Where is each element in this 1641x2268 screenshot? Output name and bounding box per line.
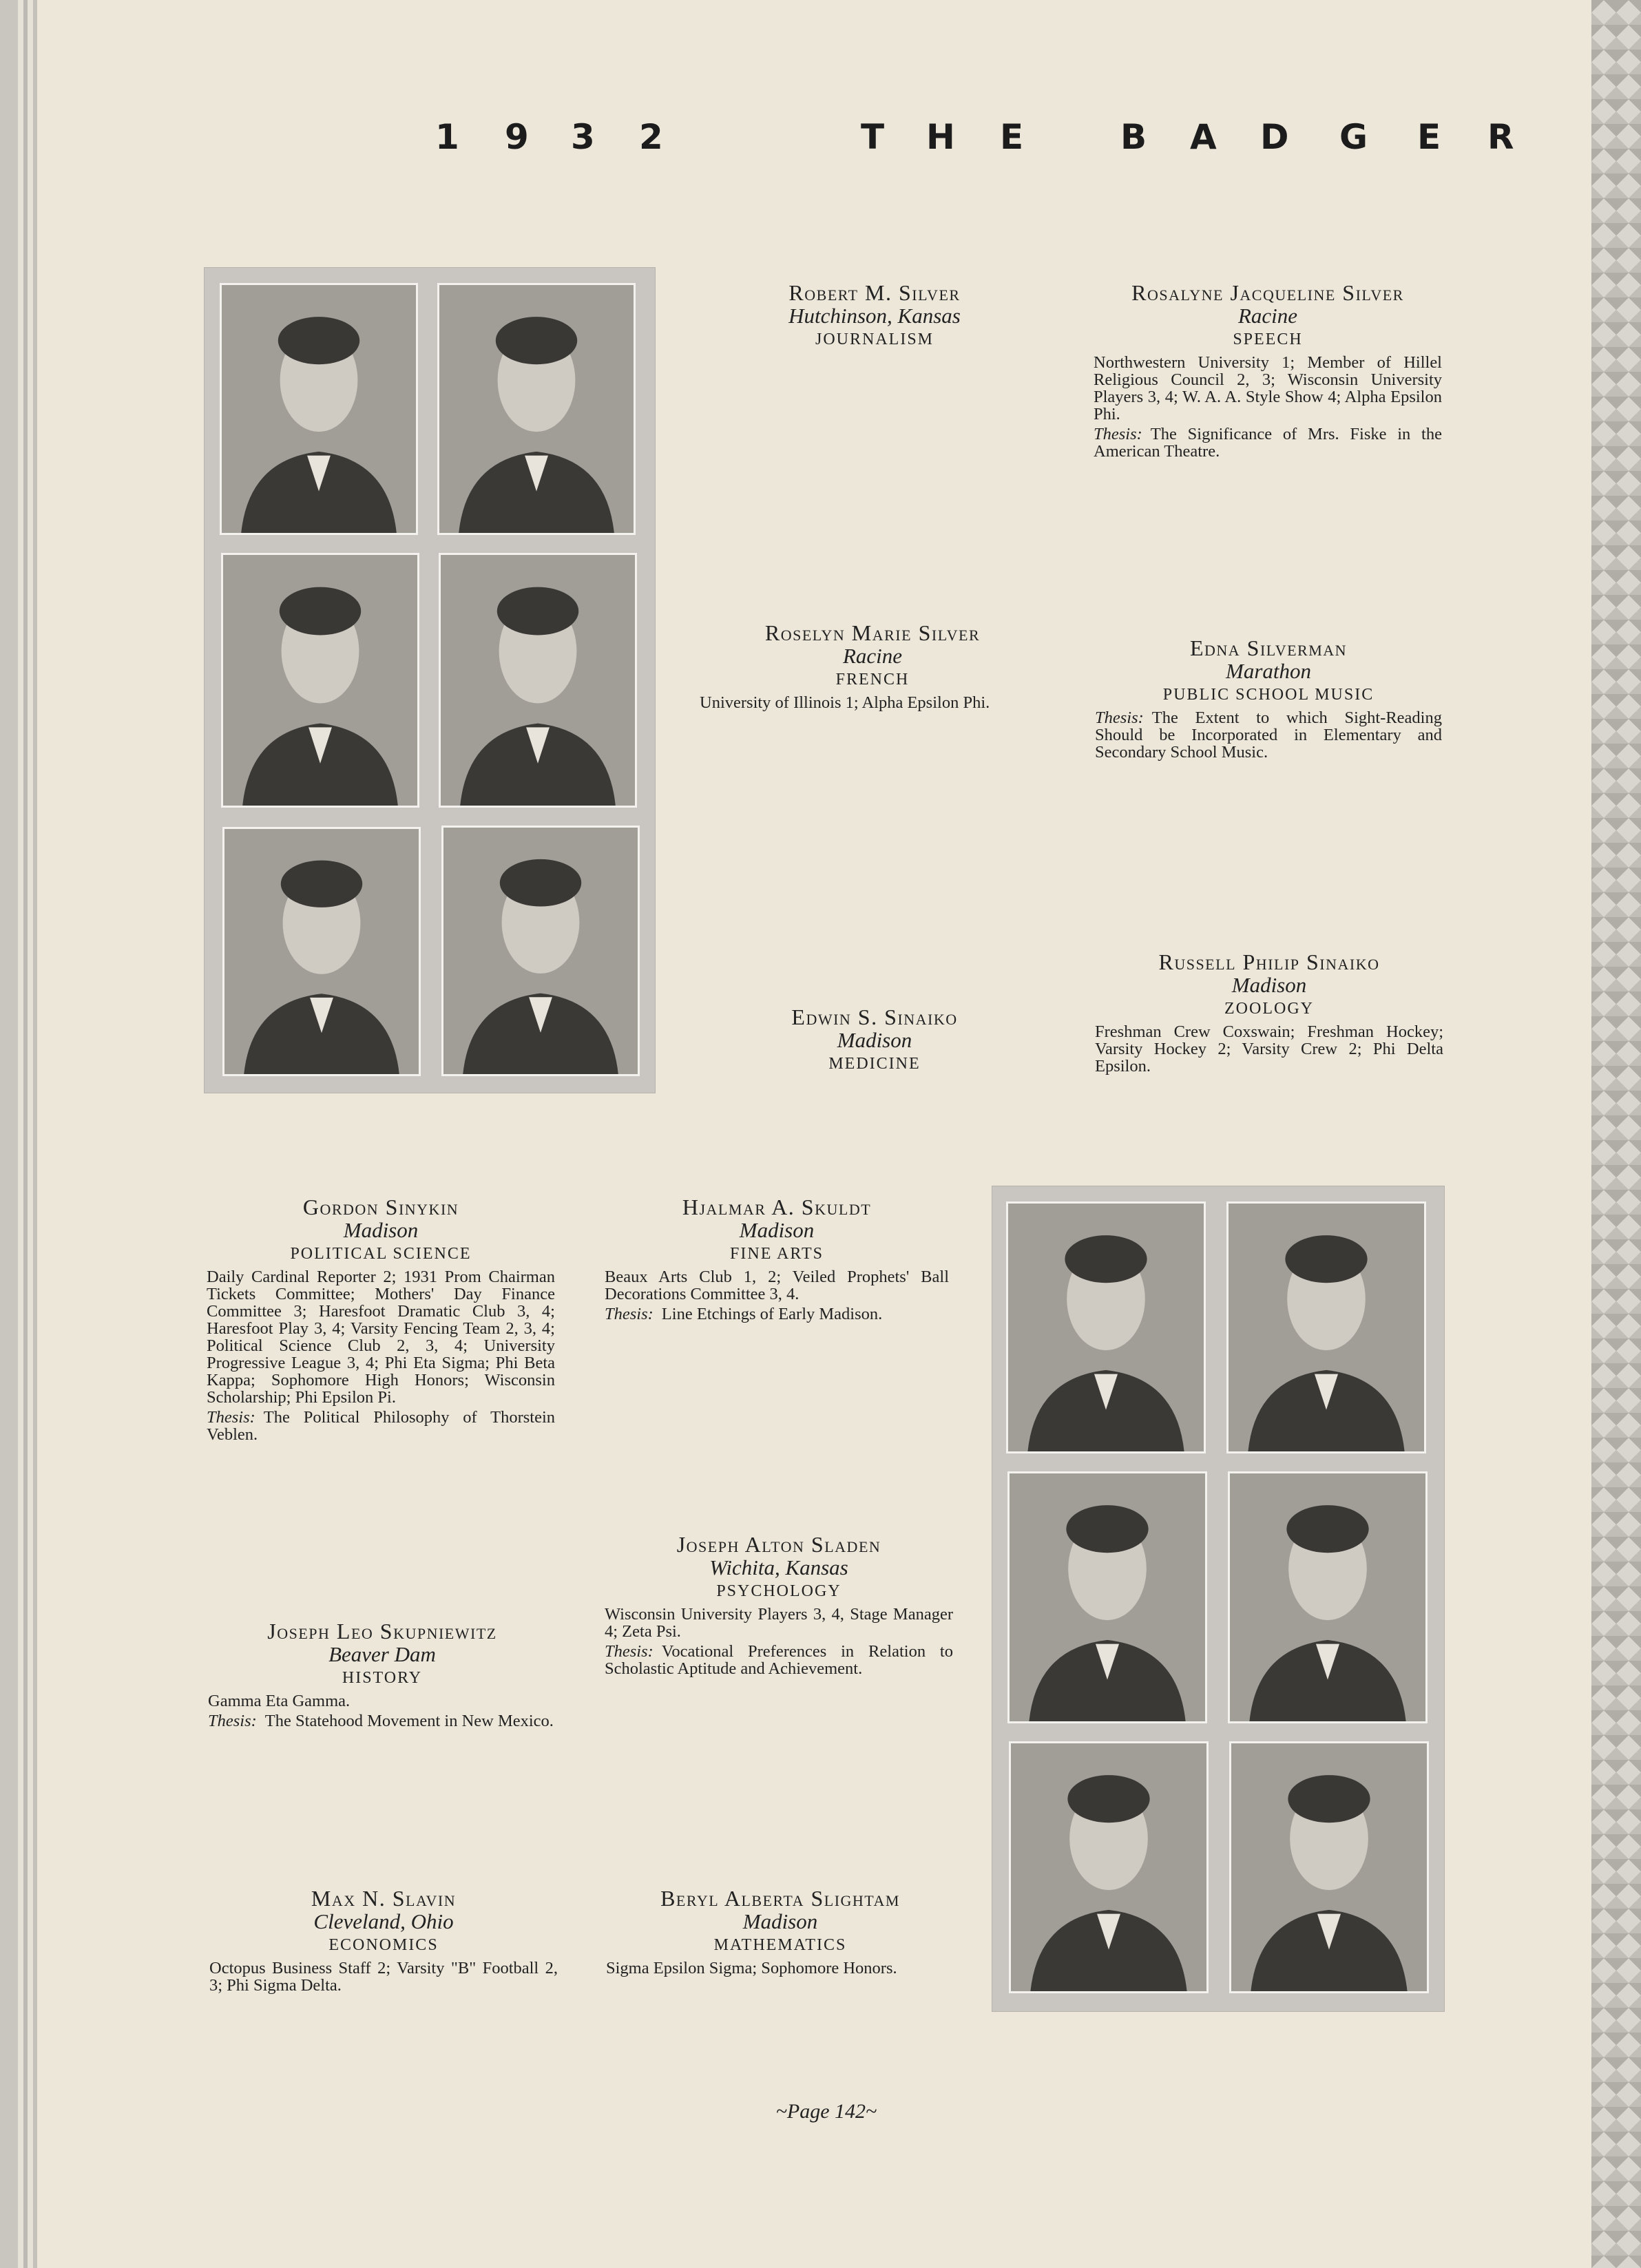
student-entry: [605, 1533, 953, 1677]
student-activities: Freshman Crew Coxswain; Freshman Hockey; Varsity Hockey 2; Varsity Crew 2; Phi Delta Epsilon.: [1095, 1022, 1443, 1075]
thesis-title: Line Etchings of Early Madison.: [661, 1305, 883, 1323]
student-major: ECONOMICS: [328, 1936, 439, 1954]
thesis-label: Thesis:: [605, 1642, 654, 1661]
portrait-photo: [437, 283, 636, 535]
portrait-photo: [1226, 1201, 1426, 1453]
year-digit: 2: [639, 117, 663, 157]
portrait-photo: [220, 283, 418, 535]
student-entry: [700, 621, 1045, 711]
student-hometown: Wichita, Kansas: [709, 1555, 848, 1579]
photo-panel: [204, 267, 656, 1093]
portrait-photo: [222, 827, 421, 1076]
student-hometown: Cleveland, Ohio: [313, 1909, 454, 1933]
student-activities: Daily Cardinal Reporter 2; 1931 Prom Chairman Tickets Committee; Mothers' Day Finance Committee 3; Haresfoot Dramatic Club 3, 4; Haresfoot Play 3, 4; Varsity Fencing Team 2, 3, 4; Political Science Club 2, 3, 4; University Progressive League 3, 4; Phi Eta Sigma; Phi Beta Kappa; Sophomore High Honors; Wisconsin Scholarship; Phi Epsilon Pi.: [207, 1268, 555, 1407]
student-activities: Gamma Eta Gamma.: [208, 1692, 351, 1710]
student-major: PSYCHOLOGY: [716, 1582, 842, 1600]
student-major: FINE ARTS: [730, 1245, 824, 1263]
student-hometown: Madison: [739, 1218, 815, 1242]
student-entry: [209, 1887, 558, 1994]
student-hometown: Beaver Dam: [328, 1642, 436, 1666]
student-name: Joseph Leo Skupniewitz: [267, 1619, 497, 1644]
portrait-photo: [441, 826, 640, 1076]
student-thesis: [208, 1712, 556, 1730]
title-letter: A: [1190, 117, 1217, 157]
title-letter: R: [1487, 117, 1514, 157]
student-entry: [1094, 281, 1442, 460]
title-letter: E: [1000, 117, 1024, 157]
student-hometown: Racine: [842, 644, 903, 668]
student-entry: [606, 1887, 954, 1977]
portrait-photo: [221, 553, 419, 808]
student-entry: [207, 1195, 555, 1443]
thesis-label: Thesis:: [1094, 425, 1142, 443]
student-major: FRENCH: [835, 671, 910, 689]
student-name: Rosalyne Jacqueline Silver: [1131, 280, 1404, 305]
title-letter: E: [1417, 117, 1441, 157]
right-ornamental-border: [1591, 0, 1641, 2268]
title-letter: H: [926, 117, 955, 157]
student-hometown: Marathon: [1226, 659, 1311, 683]
thesis-title: The Significance of Mrs. Fiske in the American Theatre.: [1094, 425, 1442, 461]
portrait-photo: [1229, 1741, 1429, 1993]
portrait-photo: [439, 553, 637, 808]
page-number: ~Page 142~: [775, 2100, 877, 2123]
student-name: Russell Philip Sinaiko: [1158, 949, 1380, 974]
student-major: JOURNALISM: [815, 330, 934, 348]
student-hometown: Madison: [837, 1028, 912, 1052]
student-major: ZOOLOGY: [1224, 1000, 1314, 1018]
thesis-label: Thesis:: [1095, 708, 1144, 727]
student-thesis: [1095, 709, 1442, 761]
portrait-photo: [1007, 1471, 1207, 1723]
student-hometown: Racine: [1237, 304, 1298, 328]
student-activities: Sigma Epsilon Sigma; Sophomore Honors.: [606, 1959, 897, 1977]
student-entry: [702, 1005, 1047, 1075]
title-letter: B: [1120, 117, 1147, 157]
year-digit: 9: [505, 117, 529, 157]
student-entry: [1095, 636, 1442, 761]
student-hometown: Hutchinson, Kansas: [788, 304, 961, 328]
portrait-photo: [1006, 1201, 1206, 1453]
title-letter: D: [1260, 117, 1289, 157]
student-major: POLITICAL SCIENCE: [290, 1245, 472, 1263]
student-hometown: Madison: [1231, 973, 1307, 997]
thesis-title: Vocational Preferences in Relation to Scholastic Aptitude and Achievement.: [605, 1642, 953, 1678]
thesis-title: The Political Philosophy of Thorstein Veblen.: [207, 1408, 555, 1444]
student-activities: Northwestern University 1; Member of Hillel Religious Council 2, 3; Wisconsin University Players 3, 4; W. A. A. Style Show 4; Alpha Epsilon Phi.: [1094, 353, 1442, 423]
student-hometown: Madison: [343, 1218, 419, 1242]
thesis-label: Thesis:: [605, 1305, 654, 1323]
student-thesis: [605, 1305, 949, 1323]
left-ornamental-border: [0, 0, 54, 2268]
photo-panel: [992, 1186, 1445, 2012]
student-major: MATHEMATICS: [713, 1936, 847, 1954]
student-name: Max N. Slavin: [311, 1886, 457, 1911]
title-letter: T: [861, 117, 885, 157]
thesis-label: Thesis:: [207, 1408, 255, 1427]
student-thesis: [207, 1409, 555, 1443]
portrait-photo: [1228, 1471, 1428, 1723]
title-letter: G: [1339, 117, 1368, 157]
portrait-photo: [1009, 1741, 1209, 1993]
student-major: HISTORY: [342, 1669, 423, 1687]
thesis-title: The Extent to which Sight-Reading Should be Incorporated in Elementary and Secondary School Music.: [1095, 708, 1442, 762]
student-entry: [702, 281, 1047, 351]
student-major: MEDICINE: [828, 1055, 921, 1073]
year-digit: 3: [571, 117, 595, 157]
thesis-title: The Statehood Movement in New Mexico.: [264, 1712, 554, 1730]
student-name: Edwin S. Sinaiko: [791, 1005, 958, 1029]
student-entry: [1095, 950, 1443, 1075]
thesis-label: Thesis:: [208, 1712, 257, 1730]
student-name: Gordon Sinykin: [302, 1195, 459, 1219]
student-major: PUBLIC SCHOOL MUSIC: [1162, 686, 1375, 704]
student-entry: [605, 1195, 949, 1323]
year-digit: 1: [435, 117, 459, 157]
student-name: Hjalmar A. Skuldt: [682, 1195, 872, 1219]
student-activities: Octopus Business Staff 2; Varsity "B" Football 2, 3; Phi Sigma Delta.: [209, 1959, 558, 1995]
student-hometown: Madison: [742, 1909, 818, 1933]
student-name: Joseph Alton Sladen: [676, 1532, 881, 1557]
student-name: Beryl Alberta Slightam: [660, 1886, 900, 1911]
student-name: Robert M. Silver: [788, 280, 961, 305]
student-name: Roselyn Marie Silver: [764, 620, 981, 645]
student-activities: University of Illinois 1; Alpha Epsilon Phi.: [700, 693, 990, 712]
student-activities: Wisconsin University Players 3, 4, Stage Manager 4; Zeta Psi.: [605, 1605, 953, 1641]
student-major: SPEECH: [1233, 330, 1303, 348]
student-entry: [208, 1619, 556, 1730]
student-name: Edna Silverman: [1189, 636, 1348, 660]
student-activities: Beaux Arts Club 1, 2; Veiled Prophets' Ball Decorations Committee 3, 4.: [605, 1268, 949, 1303]
student-thesis: [605, 1643, 953, 1677]
student-thesis: [1094, 426, 1442, 460]
